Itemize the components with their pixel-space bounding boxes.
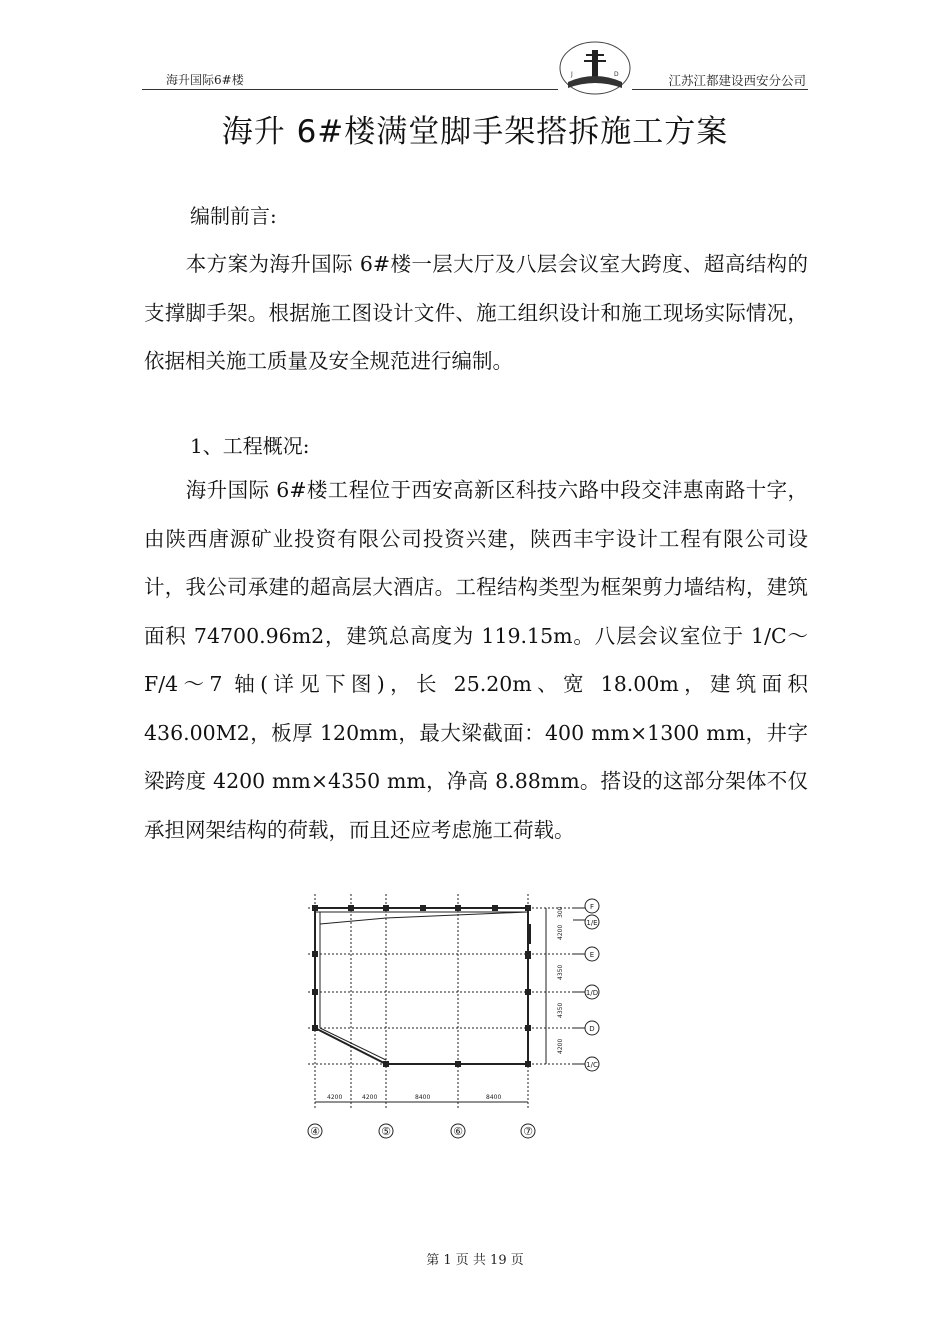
axis-label: ⑤ [381,1125,391,1138]
dim-label: 4350 [557,964,564,980]
header-left-text: 海升国际6#楼 [166,73,244,87]
dim-label: 4350 [557,1002,564,1018]
header-right-text: 江苏江都建设西安分公司 [668,73,806,88]
svg-text:D: D [614,71,619,78]
axis-label: 1/E [586,919,598,927]
bottom-axis-bubbles [308,1124,535,1138]
header-rule [142,89,808,90]
company-logo [558,40,632,96]
plan-outline [315,908,528,1064]
section1-paragraph: 海升国际 6#楼工程位于西安高新区科技六路中段交沣惠南路十字，由陕西唐源矿业投资有限公司投资兴建，陕西丰宇设计工程有限公司设计，我公司承建的超高层大酒店。工程结构类型为框架剪力墙结构，建筑面积 74700.96m2，建筑总高度为 119.15m。八层会议室位于 1/C～F/4～7 轴(详见下图)，长 25.20m、宽 18.00m，建筑面积 436.00M2，板厚 120mm，最大梁截面：400 mm×1300 mm，井字梁跨度 4200 mm×4350 mm，净高 8.88mm。搭设的这部分架体不仅承担网架结构的荷载，而且还应考虑施工荷载。 [144,478,808,842]
axis-label: D [589,1025,595,1033]
page-title: 海升 6#楼满堂脚手架搭拆施工方案 [221,114,729,150]
section1-label: 1、工程概况: [190,434,310,458]
axis-label: ⑥ [453,1125,463,1138]
bottom-dimension-labels [327,1094,501,1101]
axis-label: 1/C [586,1061,598,1069]
right-dimension-labels [557,906,564,1054]
dim-label: 8400 [415,1094,431,1101]
dim-label: 4200 [327,1094,343,1101]
dim-label: 300 [557,906,564,918]
floor-plan-drawing [298,884,638,1148]
axis-label: F [589,903,595,911]
axis-label: 1/D [585,989,599,997]
dim-label: 8400 [486,1094,502,1101]
dim-label: 4200 [362,1094,378,1101]
axis-label: E [589,951,595,959]
preface-label: 编制前言: [190,204,277,228]
right-axis-bubbles [573,899,599,1071]
axis-label: ⑦ [523,1125,533,1138]
plan-grid [308,894,573,1109]
preface-paragraph: 本方案为海升国际 6#楼一层大厅及八层会议室大跨度、超高结构的支撑脚手架。根据施工图设计文件、施工组织设计和施工现场实际情况，依据相关施工质量及安全规范进行编制。 [144,252,808,373]
axis-label: ④ [310,1125,320,1138]
svg-text:J: J [571,71,573,78]
page-footer: 第 1 页 共 19 页 [426,1253,524,1268]
dim-label: 4200 [557,1038,564,1054]
dimension-lines [315,908,546,1102]
dim-label: 4200 [557,924,564,940]
